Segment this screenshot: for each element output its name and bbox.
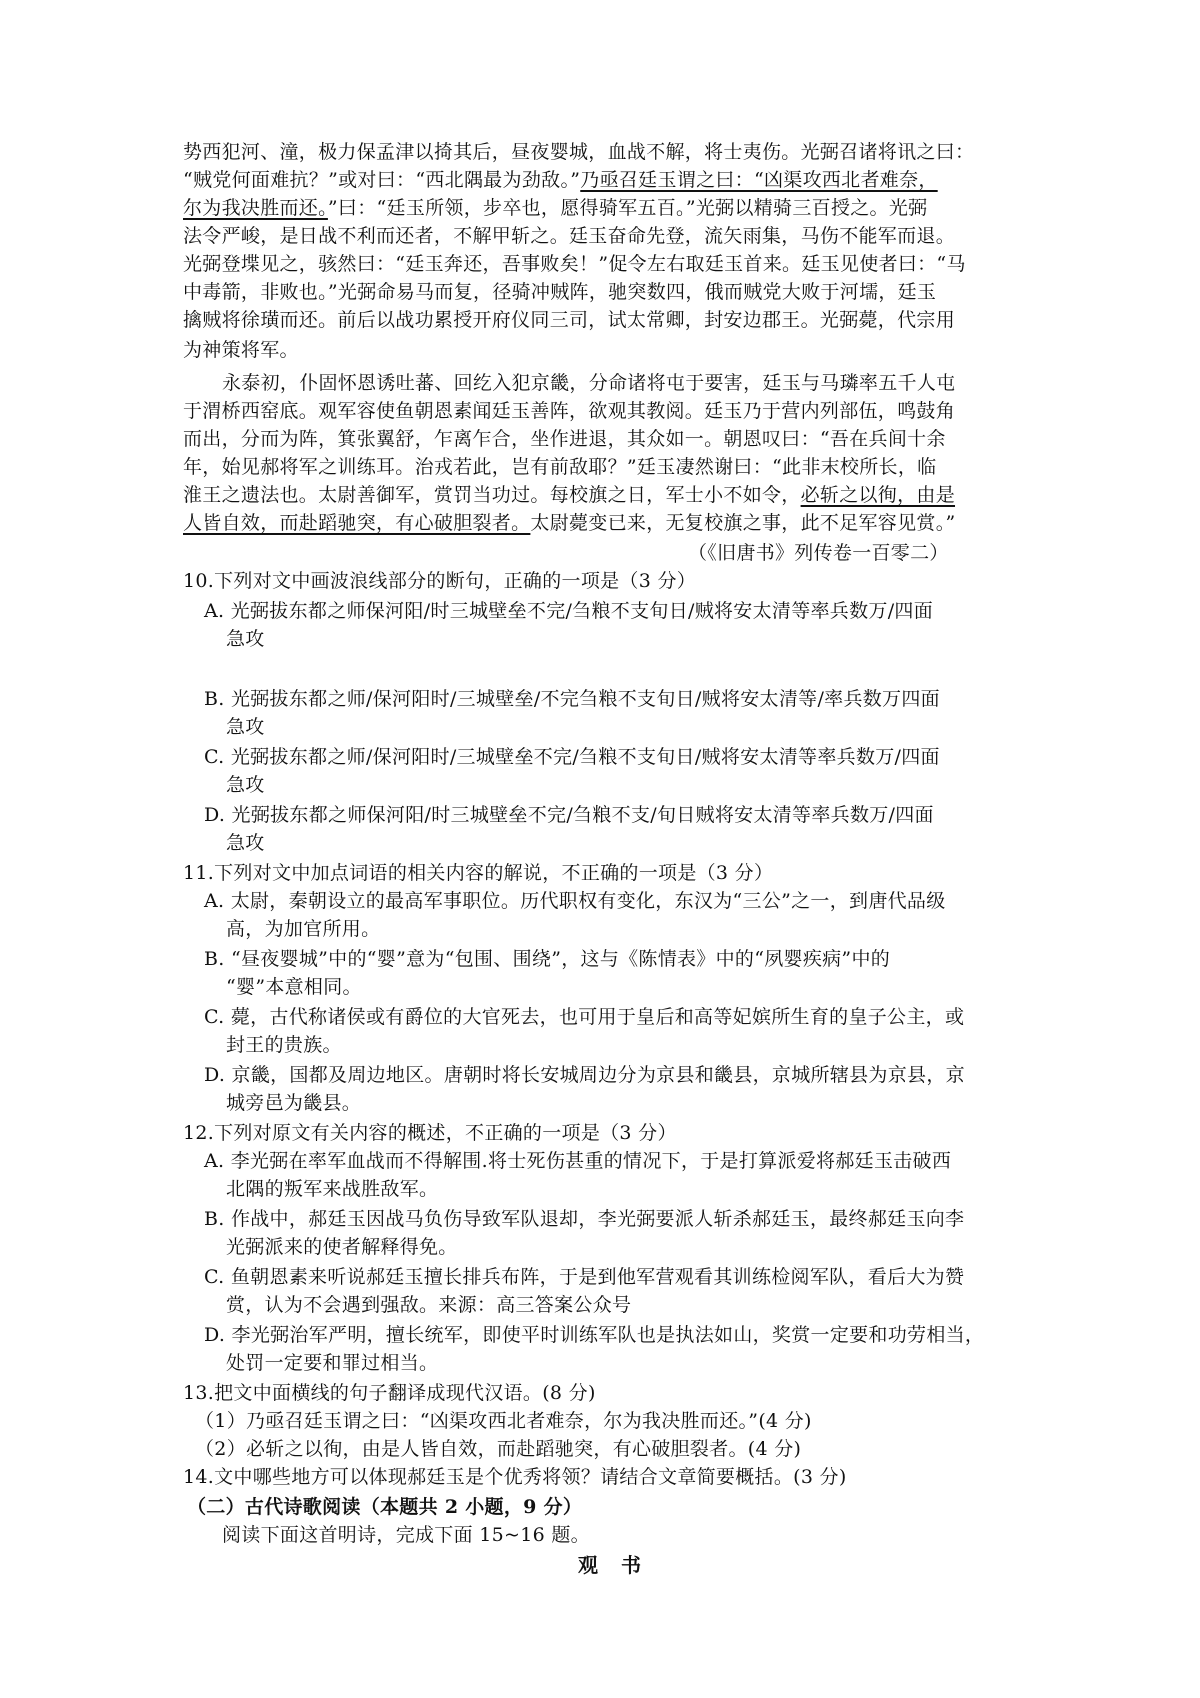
q10-option-a-cont: 急攻: [226, 628, 265, 650]
passage-line: 光弼登堞见之，骇然曰：“廷玉奔还，吾事败矣！”促令左右取廷玉首来。廷玉见使者曰：“马: [183, 253, 966, 275]
question-11-stem: 11.下列对文中加点词语的相关内容的解说，不正确的一项是（3 分）: [183, 862, 774, 884]
q10-option-d: D. 光弼拔东都之师保河阳/时三城壁垒不完/刍粮不支/旬日贼将安太清等率兵数万/四面: [204, 804, 934, 826]
q12-option-b-cont: 光弼派来的使者解释得免。: [226, 1236, 458, 1258]
passage-text: 太尉薨变已来，无复校旗之事，此不足军容见赏。”: [530, 512, 956, 534]
underlined-sentence-2a: 必斩之以徇，由是: [800, 484, 956, 506]
question-14-stem: 14.文中哪些地方可以体现郝廷玉是个优秀将领？请结合文章简要概括。(3 分): [183, 1466, 847, 1488]
passage-line: 为神策将军。: [183, 339, 299, 361]
passage-line: 于渭桥西窑底。观军容使鱼朝恩素闻廷玉善阵，欲观其教阅。廷玉乃于营内列部伍，鸣鼓角: [183, 400, 956, 422]
q10-option-b: B. 光弼拔东都之师/保河阳时/三城壁垒/不完刍粮不支旬日/贼将安太清等/率兵数万四面: [204, 688, 940, 710]
q10-option-c-cont: 急攻: [226, 774, 265, 796]
passage-text: 淮王之遗法也。太尉善御军，赏罚当功过。每校旗之日，军士小不如令，: [183, 484, 801, 506]
q10-option-d-cont: 急攻: [226, 832, 265, 854]
passage-line: 中毒箭，非败也。”光弼命易马而复，径骑冲贼阵，驰突数四，俄而贼党大败于河壖，廷玉: [183, 281, 937, 303]
q13-sentence-2: （2）必斩之以徇，由是人皆自效，而赴蹈驰突，有心破胆裂者。(4 分): [195, 1438, 802, 1460]
q12-option-a: A. 李光弼在率军血战而不得解围.将士死伤甚重的情况下，于是打算派爱将郝廷玉击破西: [204, 1150, 952, 1172]
underlined-sentence-2b: 人皆自效，而赴蹈驰突，有心破胆裂者。: [183, 512, 531, 534]
passage-line: 年，始见郝将军之训练耳。治戎若此，岂有前敌耶？”廷玉凄然谢曰：“此非末校所长，临: [183, 456, 937, 478]
passage-line: [183, 167, 938, 193]
underlined-sentence-1a: 乃亟召廷玉谓之曰：“凶渠攻西北者难奈，: [580, 169, 938, 191]
passage-line: [183, 482, 955, 508]
question-10-stem: 10.下列对文中画波浪线部分的断句，正确的一项是（3 分）: [183, 570, 697, 592]
q11-option-b-cont: “婴”本意相同。: [226, 976, 362, 998]
passage-text: “贼党何面难抗？”或对曰：“西北隅最为劲敌。”: [183, 169, 581, 191]
q11-option-c: C. 薨，古代称诸侯或有爵位的大官死去，也可用于皇后和高等妃嫔所生育的皇子公主，或: [204, 1006, 965, 1028]
passage-line: 永泰初，仆固怀恩诱吐蕃、回纥入犯京畿，分命诸将屯于要害，廷玉与马璘率五千人屯: [222, 372, 956, 394]
q12-option-b: B. 作战中，郝廷玉因战马负伤导致军队退却，李光弼要派人斩杀郝廷玉，最终郝廷玉向李: [204, 1208, 965, 1230]
q12-option-d: D. 李光弼治军严明，擅长统军，即使平时训练军队也是执法如山，奖赏一定要和功劳相当，: [204, 1324, 985, 1346]
passage-line: 法令严峻，是日战不利而还者，不解甲斩之。廷玉奋命先登，流矢雨集，马伤不能军而退。: [183, 225, 956, 247]
underlined-sentence-1b: 尔为我决胜而还。: [183, 197, 328, 219]
q12-option-c-cont: 赏，认为不会遇到强敌。来源：高三答案公众号: [226, 1294, 632, 1316]
q11-option-a: A. 太尉，秦朝设立的最高军事职位。历代职权有变化，东汉为“三公”之一，到唐代品级: [204, 890, 946, 912]
q10-option-c: C. 光弼拔东都之师/保河阳时/三城壁垒不完/刍粮不支旬日/贼将安太清等率兵数万/四面: [204, 746, 940, 768]
q10-option-b-cont: 急攻: [226, 716, 265, 738]
q11-option-c-cont: 封王的贵族。: [226, 1034, 342, 1056]
passage-line: 而出，分而为阵，箕张翼舒，乍离乍合，坐作进退，其众如一。朝恩叹曰：“吾在兵间十余: [183, 428, 946, 450]
q10-option-a: A. 光弼拔东都之师保河阳/时三城壁垒不完/刍粮不支旬日/贼将安太清等率兵数万/四面: [204, 600, 934, 622]
passage-source: （《旧唐书》列传卷一百零二）: [688, 542, 949, 564]
section-intro: 阅读下面这首明诗，完成下面 15~16 题。: [222, 1524, 590, 1546]
section-heading: （二）古代诗歌阅读（本题共 2 小题，9 分）: [187, 1496, 583, 1518]
passage-line: [183, 195, 927, 221]
passage-line: 势西犯河、潼，极力保孟津以掎其后，昼夜婴城，血战不解，将士夷伤。光弼召诸将讯之曰：: [183, 141, 975, 163]
q11-option-d: D. 京畿，国都及周边地区。唐朝时将长安城周边分为京县和畿县，京城所辖县为京县，京: [204, 1064, 965, 1086]
q12-option-c: C. 鱼朝恩素来听说郝廷玉擅长排兵布阵，于是到他军营观看其训练检阅军队，看后大为赞: [204, 1266, 965, 1288]
question-12-stem: 12.下列对原文有关内容的概述，不正确的一项是（3 分）: [183, 1122, 677, 1144]
poem-title: 观 书: [578, 1553, 649, 1577]
passage-text: ”曰：“廷玉所领，步卒也，愿得骑军五百。”光弼以精骑三百授之。光弼: [327, 197, 928, 219]
q12-option-a-cont: 北隅的叛军来战胜敌军。: [226, 1178, 439, 1200]
passage-line: [183, 510, 956, 536]
q11-option-a-cont: 高，为加官所用。: [226, 918, 381, 940]
q11-option-d-cont: 城旁邑为畿县。: [226, 1092, 362, 1114]
passage-line: 擒贼将徐璜而还。前后以战功累授开府仪同三司，试太常卿，封安边郡王。光弼薨，代宗用: [183, 309, 956, 331]
q13-sentence-1: （1）乃亟召廷玉谓之曰：“凶渠攻西北者难奈，尔为我决胜而还。”(4 分): [195, 1410, 812, 1432]
question-13-stem: 13.把文中面横线的句子翻译成现代汉语。(8 分): [183, 1382, 596, 1404]
q12-option-d-cont: 处罚一定要和罪过相当。: [226, 1352, 439, 1374]
q11-option-b: B. “昼夜婴城”中的“婴”意为“包围、围绕”，这与《陈情表》中的“夙婴疾病”中的: [204, 948, 891, 970]
